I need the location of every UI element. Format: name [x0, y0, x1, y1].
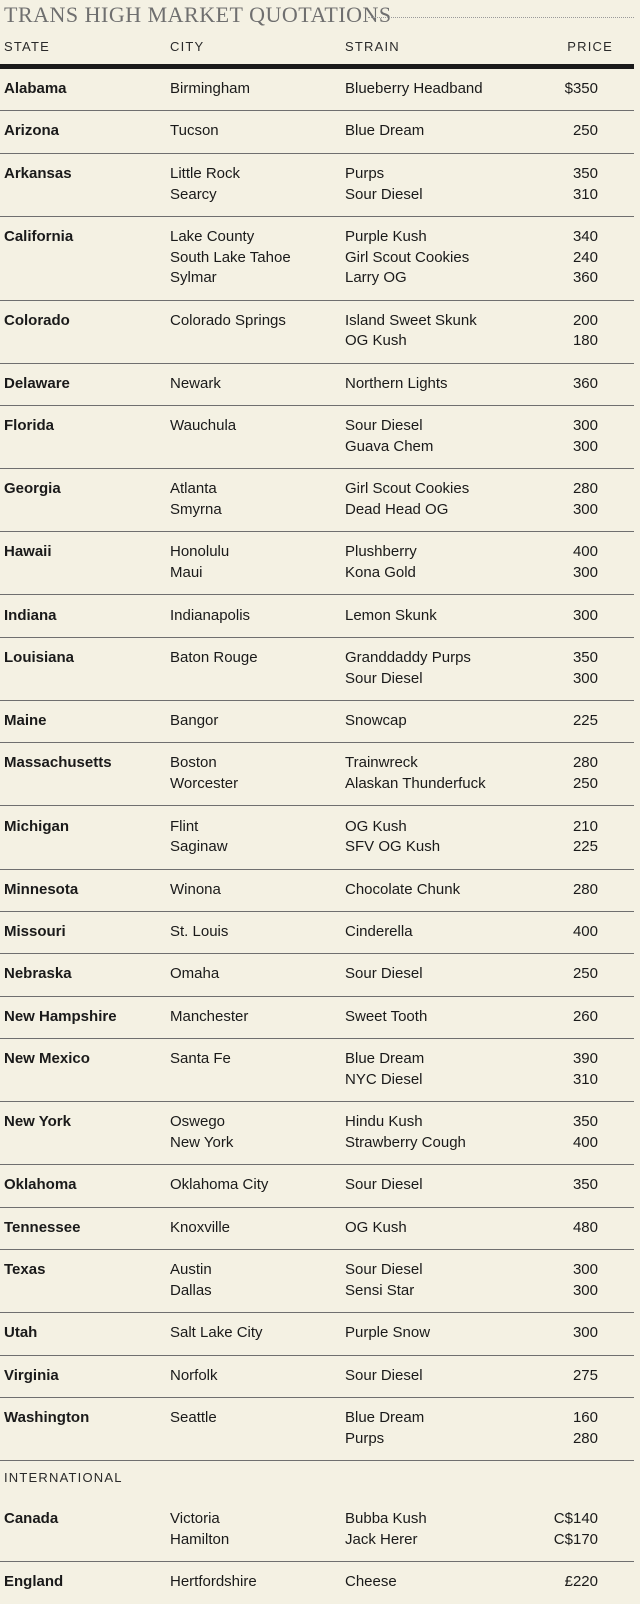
price-cell-line: 310: [572, 1070, 598, 1088]
strain-cell-line: Sour Diesel: [345, 185, 423, 203]
table-row: [0, 701, 634, 743]
table-row: [0, 997, 634, 1039]
state-cell: Michigan: [4, 817, 70, 835]
price-cell-line: 350: [572, 1176, 598, 1194]
city-cell-line: Boston: [170, 754, 217, 772]
price-cell-line: 300: [572, 669, 598, 687]
strain-cell: [345, 1218, 407, 1239]
price-cell: [573, 1366, 598, 1387]
city-cell-line: Oswego: [170, 1113, 226, 1131]
state-cell: Texas: [4, 1261, 46, 1279]
international-section-label: INTERNATIONAL: [4, 1470, 123, 1486]
table-row: [0, 111, 634, 153]
price-cell-line: 300: [572, 1261, 598, 1279]
city-cell: [170, 648, 258, 669]
price-cell: [573, 1007, 598, 1028]
price-cell-line: 180: [572, 332, 598, 350]
state-cell: Washington: [4, 1409, 90, 1427]
city-cell: [170, 1323, 263, 1344]
price-cell-line: 280: [572, 1429, 598, 1447]
price-cell: [573, 1112, 598, 1153]
strain-cell-line: Blueberry Headband: [345, 80, 483, 97]
table-row: [0, 1039, 634, 1102]
strain-cell: [345, 311, 477, 352]
strain-cell-line: Strawberry Cough: [345, 1134, 466, 1151]
city-cell-line: Manchester: [170, 1007, 249, 1025]
table-row: [0, 638, 634, 701]
state-cell: Arizona: [4, 122, 60, 140]
strain-cell: [345, 1049, 424, 1090]
city-cell-line: Flint: [170, 817, 199, 835]
price-cell: [573, 311, 598, 352]
city-cell-line: Sylmar: [170, 269, 217, 287]
price-cell-line: 400: [572, 1134, 598, 1151]
price-cell-line: 225: [572, 838, 598, 856]
city-cell-line: Hertfordshire: [170, 1573, 257, 1591]
table-row: [0, 1165, 634, 1207]
price-cell-line: 400: [572, 543, 598, 561]
strain-cell: [345, 922, 413, 943]
price-cell: [573, 164, 598, 205]
price-cell-line: 225: [572, 712, 598, 729]
strain-cell-line: Dead Head OG: [345, 501, 449, 518]
price-cell-line: 300: [572, 1281, 598, 1299]
city-cell: [170, 164, 240, 205]
city-cell: [170, 922, 228, 943]
price-cell: [573, 753, 598, 794]
strain-cell: [345, 227, 469, 289]
state-cell: Massachusetts: [4, 754, 112, 772]
price-cell-line: 480: [572, 1218, 598, 1236]
strain-cell: [345, 1007, 427, 1028]
price-cell: [565, 79, 598, 100]
city-cell-line: South Lake Tahoe: [170, 248, 291, 266]
city-cell: [170, 121, 219, 142]
price-cell-line: 400: [572, 923, 598, 940]
city-cell: [170, 1112, 233, 1153]
city-cell-line: Dallas: [170, 1281, 212, 1299]
price-cell: [573, 964, 598, 985]
strain-cell: [345, 416, 433, 457]
state-cell: California: [4, 227, 74, 245]
title-bar: [0, 0, 640, 30]
strain-cell-line: Blue Dream: [345, 122, 425, 140]
price-cell-line: $350: [564, 80, 598, 97]
price-cell-line: 160: [572, 1409, 598, 1427]
state-cell: Hawaii: [4, 543, 52, 561]
strain-cell-line: Chocolate Chunk: [345, 880, 461, 898]
strain-cell: [345, 374, 448, 395]
price-cell-line: C$140: [553, 1510, 598, 1528]
city-cell: [170, 880, 221, 901]
price-cell: [573, 922, 598, 943]
state-cell: Arkansas: [4, 164, 72, 182]
strain-cell-line: Alaskan Thunderfuck: [345, 775, 486, 793]
state-cell: Delaware: [4, 374, 70, 392]
city-cell-line: Indianapolis: [170, 606, 251, 624]
city-cell-line: Seattle: [170, 1409, 217, 1427]
strain-cell: [345, 606, 437, 627]
city-cell: [170, 542, 229, 583]
city-cell: [170, 753, 238, 794]
state-cell: New Mexico: [4, 1050, 90, 1068]
price-cell-line: 340: [572, 227, 598, 245]
price-cell: [573, 1218, 598, 1239]
state-cell: Canada: [4, 1510, 59, 1528]
city-cell: [170, 79, 250, 100]
city-cell-line: Smyrna: [170, 501, 222, 518]
strain-cell: [345, 479, 469, 520]
city-cell: [170, 1509, 229, 1550]
strain-cell-line: Trainwreck: [345, 754, 418, 772]
city-cell-line: Knoxville: [170, 1218, 231, 1236]
city-cell-line: Colorado Springs: [170, 311, 286, 329]
price-cell-line: 350: [572, 164, 598, 182]
city-cell: [170, 1049, 231, 1070]
city-cell-line: Newark: [170, 374, 221, 392]
price-cell: [573, 1408, 598, 1449]
price-cell-line: 360: [572, 374, 598, 392]
state-cell: New York: [4, 1113, 71, 1131]
price-cell-line: 300: [572, 417, 598, 435]
price-cell-line: 390: [572, 1050, 598, 1068]
price-cell-line: 280: [572, 880, 598, 898]
strain-cell: [345, 1112, 466, 1153]
strain-cell-line: Blue Dream: [345, 1050, 425, 1068]
strain-cell-line: Sweet Tooth: [345, 1007, 428, 1025]
state-cell: New Hampshire: [4, 1007, 117, 1025]
title-dotted-rule: [368, 17, 634, 18]
city-cell: [170, 227, 291, 289]
city-cell: [170, 416, 236, 437]
price-cell-line: 275: [572, 1366, 598, 1384]
city-cell: [170, 1572, 257, 1593]
strain-cell-line: Blue Dream: [345, 1409, 425, 1427]
state-cell: Missouri: [4, 923, 66, 940]
table-row: [0, 532, 634, 595]
strain-cell-line: NYC Diesel: [345, 1070, 423, 1088]
city-cell-line: Lake County: [170, 227, 255, 245]
table-row: [0, 1562, 634, 1603]
strain-cell: [345, 817, 440, 858]
price-cell: [573, 880, 598, 901]
price-cell: [554, 1509, 598, 1550]
state-cell: Maine: [4, 712, 47, 729]
price-cell-line: 360: [572, 269, 598, 287]
city-cell-line: New York: [170, 1134, 234, 1151]
city-cell-line: Honolulu: [170, 543, 230, 561]
strain-cell: [345, 964, 423, 985]
strain-cell-line: Snowcap: [345, 712, 407, 729]
city-cell: [170, 711, 218, 732]
strain-cell-line: Sensi Star: [345, 1281, 415, 1299]
strain-cell-line: Bubba Kush: [345, 1510, 427, 1528]
strain-cell-line: Sour Diesel: [345, 1366, 423, 1384]
table-row: [0, 743, 634, 806]
city-cell-line: Worcester: [170, 775, 239, 793]
strain-cell-line: Jack Herer: [345, 1530, 418, 1548]
city-cell-line: St. Louis: [170, 923, 229, 940]
city-cell: [170, 1366, 218, 1387]
strain-cell-line: Purple Snow: [345, 1324, 431, 1342]
city-cell: [170, 1260, 212, 1301]
table-row: [0, 1499, 634, 1562]
price-cell-line: 280: [572, 754, 598, 772]
table-row: [0, 1398, 634, 1461]
strain-cell-line: Hindu Kush: [345, 1113, 423, 1131]
price-cell: [573, 374, 598, 395]
strain-cell-line: Plushberry: [345, 543, 417, 561]
city-cell-line: Wauchula: [170, 417, 237, 435]
strain-cell-line: Kona Gold: [345, 564, 416, 582]
city-cell-line: Norfolk: [170, 1366, 218, 1384]
city-cell: [170, 606, 250, 627]
table-row: [0, 807, 634, 870]
price-cell: [573, 479, 598, 520]
city-cell: [170, 374, 221, 395]
strain-cell: [345, 711, 407, 732]
table-row: [0, 1250, 634, 1313]
strain-cell-line: Sour Diesel: [345, 1261, 423, 1279]
price-cell: [573, 606, 598, 627]
city-cell: [170, 311, 286, 332]
strain-cell-line: Purple Kush: [345, 227, 427, 245]
strain-cell: [345, 121, 424, 142]
price-cell-line: 250: [572, 122, 598, 140]
city-cell-line: Atlanta: [170, 480, 217, 498]
strain-cell: [345, 753, 486, 794]
strain-cell: [345, 1408, 424, 1449]
price-cell-line: C$170: [553, 1530, 598, 1548]
table-row: [0, 1102, 634, 1165]
strain-cell-line: Sour Diesel: [345, 1176, 423, 1194]
price-cell-line: 300: [572, 1324, 598, 1342]
column-header-strain: STRAIN: [345, 39, 400, 54]
column-header-state: STATE: [4, 39, 50, 54]
price-cell-line: 250: [572, 965, 598, 983]
strain-cell-line: Guava Chem: [345, 437, 434, 455]
city-cell: [170, 1408, 217, 1429]
price-cell-line: 310: [572, 185, 598, 203]
city-cell-line: Little Rock: [170, 164, 241, 182]
city-cell-line: Maui: [170, 564, 203, 582]
city-cell-line: Searcy: [170, 185, 217, 203]
state-cell: England: [4, 1573, 64, 1591]
state-cell: Virginia: [4, 1366, 59, 1384]
strain-cell-line: Sour Diesel: [345, 669, 423, 687]
strain-cell: [345, 1323, 430, 1344]
strain-cell-line: OG Kush: [345, 332, 407, 350]
table-row: [0, 870, 634, 912]
strain-cell: [345, 1572, 397, 1593]
strain-cell-line: Island Sweet Skunk: [345, 311, 477, 329]
city-cell-line: Tucson: [170, 122, 219, 140]
table-row: [0, 69, 634, 111]
price-cell-line: 300: [572, 606, 598, 624]
strain-cell-line: Granddaddy Purps: [345, 648, 471, 666]
state-cell: Georgia: [4, 480, 61, 498]
state-cell: Louisiana: [4, 648, 75, 666]
strain-cell-line: Cheese: [345, 1573, 397, 1591]
strain-cell-line: Larry OG: [345, 269, 407, 287]
price-cell-line: 200: [572, 311, 598, 329]
city-cell-line: Saginaw: [170, 838, 228, 856]
table-row: [0, 154, 634, 217]
price-cell: [573, 711, 598, 732]
strain-cell: [345, 1175, 423, 1196]
strain-cell-line: OG Kush: [345, 817, 407, 835]
city-cell-line: Hamilton: [170, 1530, 230, 1548]
price-cell: [565, 1572, 598, 1593]
city-cell-line: Bangor: [170, 712, 219, 729]
city-cell: [170, 817, 228, 858]
column-header-city: CITY: [170, 39, 205, 54]
price-cell-line: 250: [572, 775, 598, 793]
price-cell: [573, 817, 598, 858]
state-cell: Indiana: [4, 606, 57, 624]
city-cell-line: Santa Fe: [170, 1050, 231, 1068]
city-cell: [170, 1007, 248, 1028]
city-cell-line: Omaha: [170, 965, 220, 983]
column-header-price: PRICE: [567, 39, 613, 54]
city-cell-line: Austin: [170, 1261, 212, 1279]
price-cell: [573, 227, 598, 289]
strain-cell-line: Girl Scout Cookies: [345, 248, 470, 266]
table-row: [0, 912, 634, 954]
page-title: TRANS HIGH MARKET QUOTATIONS: [4, 2, 392, 27]
strain-cell-line: Cinderella: [345, 923, 413, 940]
city-cell: [170, 964, 219, 985]
strain-cell: [345, 648, 471, 689]
table-row: [0, 1313, 634, 1355]
city-cell: [170, 479, 222, 520]
city-cell: [170, 1175, 268, 1196]
table-row: [0, 1208, 634, 1250]
state-cell: Alabama: [4, 80, 67, 97]
price-cell-line: 300: [572, 437, 598, 455]
strain-cell-line: OG Kush: [345, 1218, 407, 1236]
price-cell: [573, 542, 598, 583]
price-cell: [573, 121, 598, 142]
price-cell-line: 240: [572, 248, 598, 266]
city-cell-line: Birmingham: [170, 80, 251, 97]
price-cell-line: £220: [564, 1573, 598, 1591]
strain-cell: [345, 1509, 427, 1550]
price-cell-line: 210: [572, 817, 598, 835]
price-cell: [573, 648, 598, 689]
state-cell: Colorado: [4, 311, 70, 329]
strain-cell-line: SFV OG Kush: [345, 838, 441, 856]
price-cell: [573, 1260, 598, 1301]
strain-cell: [345, 164, 423, 205]
strain-cell: [345, 79, 483, 100]
price-cell-line: 350: [572, 648, 598, 666]
table-row: [0, 217, 634, 301]
table-row: [0, 596, 634, 638]
table-row: [0, 954, 634, 996]
price-cell: [573, 1323, 598, 1344]
table-row: [0, 1356, 634, 1398]
price-cell-line: 260: [572, 1007, 598, 1025]
state-cell: Florida: [4, 417, 55, 435]
table-row: [0, 469, 634, 532]
city-cell: [170, 1218, 230, 1239]
table-row: [0, 406, 634, 469]
price-cell-line: 300: [572, 501, 598, 518]
table-row: [0, 364, 634, 406]
city-cell-line: Salt Lake City: [170, 1324, 263, 1342]
city-cell-line: Baton Rouge: [170, 648, 258, 666]
state-cell: Oklahoma: [4, 1176, 77, 1194]
price-cell-line: 350: [572, 1113, 598, 1131]
state-cell: Tennessee: [4, 1218, 81, 1236]
strain-cell-line: Sour Diesel: [345, 965, 423, 983]
state-cell: Utah: [4, 1324, 38, 1342]
price-cell: [573, 1049, 598, 1090]
strain-cell-line: Girl Scout Cookies: [345, 480, 470, 498]
city-cell-line: Oklahoma City: [170, 1176, 269, 1194]
strain-cell: [345, 542, 417, 583]
strain-cell: [345, 880, 460, 901]
strain-cell: [345, 1260, 423, 1301]
price-cell-line: 280: [572, 480, 598, 498]
city-cell-line: Winona: [170, 880, 221, 898]
strain-cell-line: Northern Lights: [345, 374, 448, 392]
strain-cell-line: Lemon Skunk: [345, 606, 437, 624]
strain-cell-line: Purps: [345, 164, 385, 182]
state-cell: Nebraska: [4, 965, 72, 983]
state-cell: Minnesota: [4, 880, 79, 898]
strain-cell-line: Sour Diesel: [345, 417, 423, 435]
price-cell-line: 300: [572, 564, 598, 582]
price-cell: [573, 1175, 598, 1196]
city-cell-line: Victoria: [170, 1510, 220, 1528]
price-cell: [573, 416, 598, 457]
strain-cell-line: Purps: [345, 1429, 385, 1447]
table-row: [0, 301, 634, 364]
strain-cell: [345, 1366, 423, 1387]
